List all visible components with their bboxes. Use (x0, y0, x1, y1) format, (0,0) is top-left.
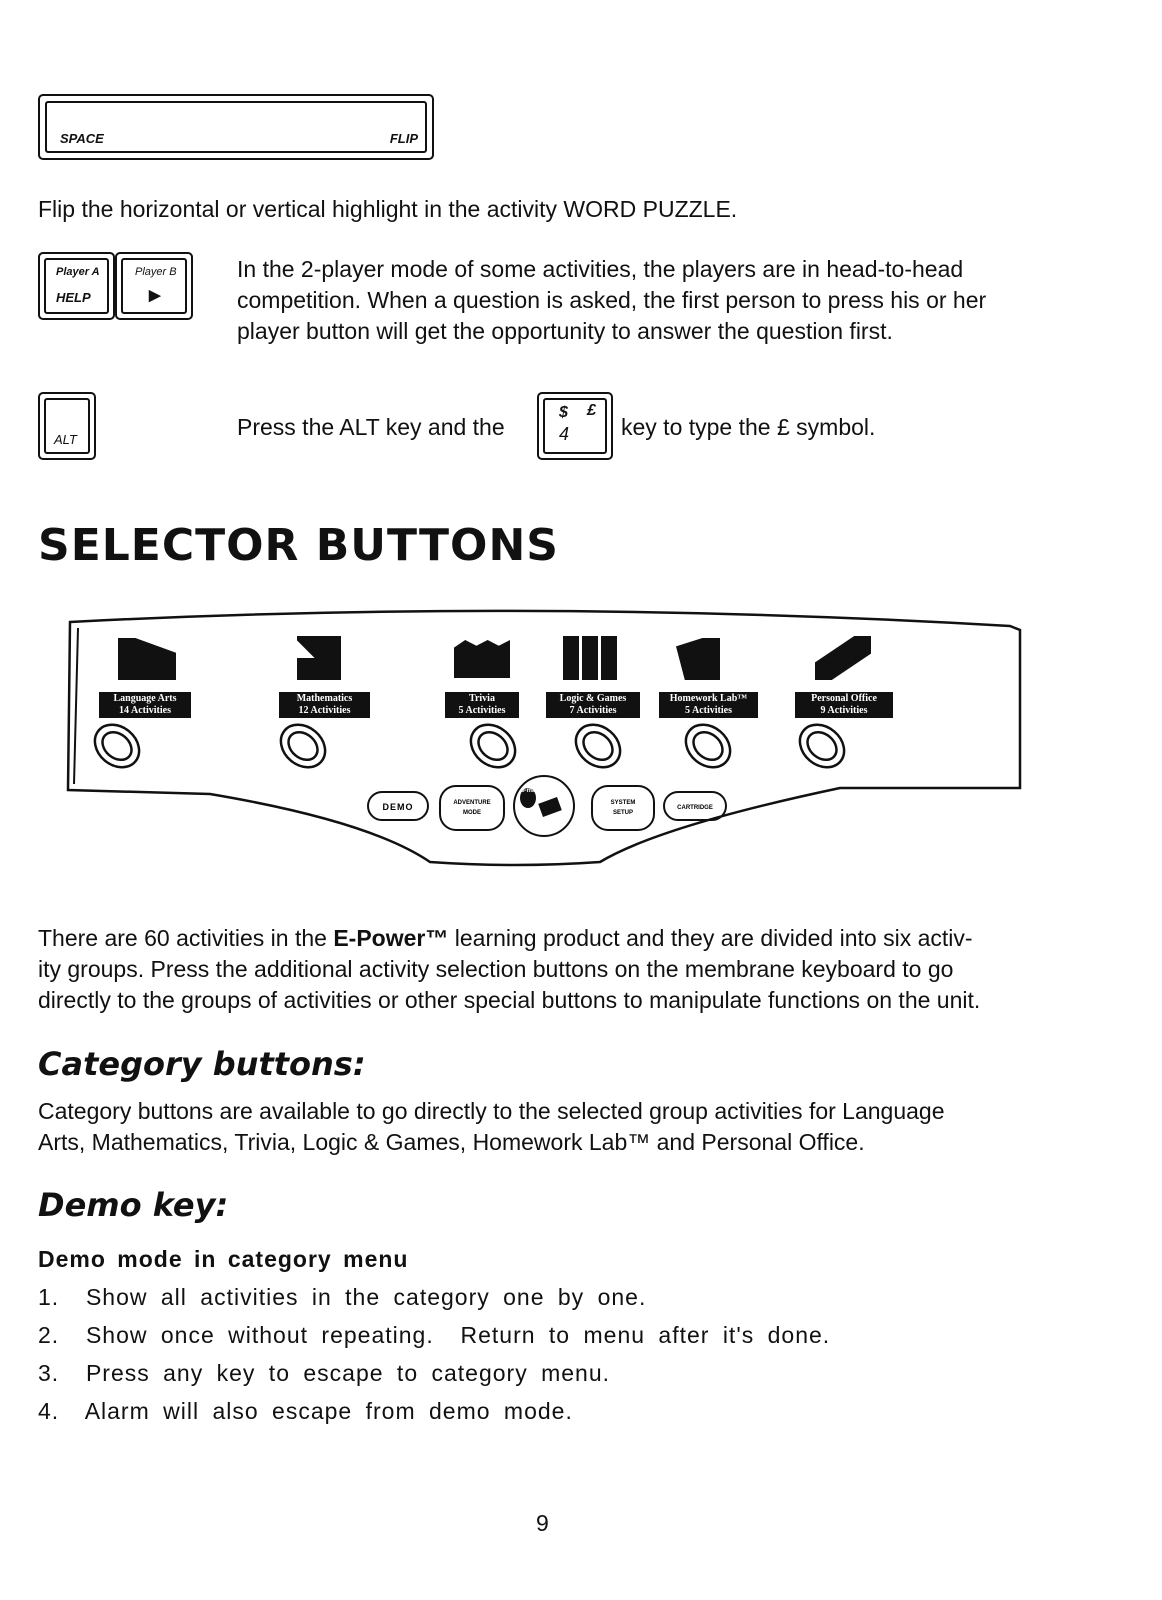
category-count: 9 Activities (820, 705, 868, 716)
player-a-bottom-label: HELP (56, 290, 91, 305)
brand-name: E-Power™ (333, 925, 449, 951)
player-description (237, 254, 986, 347)
player-a-key (38, 252, 115, 320)
category-label-language-arts (99, 692, 191, 718)
space-label: SPACE (60, 131, 104, 146)
setup-button-label: SETUP (612, 810, 634, 816)
category-text-line: Arts, Mathematics, Trivia, Logic & Games, Homework Lab™ and Personal Office. (38, 1129, 865, 1155)
alt-text-after: key to type the £ symbol. (621, 414, 876, 440)
category-heading: Category buttons: (38, 1045, 366, 1083)
intro-paragraph (38, 923, 1128, 1016)
alt-label: ALT (54, 432, 77, 447)
intro-line: ity groups. Press the additional activity selection buttons on the membrane keyboard to go (38, 956, 954, 982)
demo-list-item: 2. Show once without repeating. Return to menu after it's done. (38, 1322, 831, 1348)
flip-description: Flip the horizontal or vertical highlight in the activity WORD PUZZLE. (38, 196, 738, 222)
category-count: 7 Activities (569, 705, 617, 716)
demo-list-item: 3. Press any key to escape to category menu. (38, 1360, 611, 1386)
intro-text: learning product and they are divided into six activ- (448, 925, 973, 951)
mode-button-label: MODE (463, 810, 481, 816)
category-label-mathematics (279, 692, 370, 718)
page-number: 9 (536, 1510, 549, 1536)
player-text-line: competition. When a question is asked, the first person to press his or her (237, 287, 987, 313)
category-label-trivia (445, 692, 519, 718)
demo-heading: Demo key: (38, 1186, 229, 1224)
flip-label: FLIP (389, 131, 418, 146)
dollar-label: $ (559, 404, 568, 421)
logic-games-icon (563, 636, 619, 680)
currency-key (537, 392, 613, 460)
intro-line: directly to the groups of activities or other special buttons to manipulate functions on the unit. (38, 987, 981, 1013)
category-name: Language Arts (113, 693, 177, 704)
player-b-play-icon: ▶ (149, 287, 161, 304)
space-flip-key (38, 94, 434, 160)
alt-text-before: Press the ALT key and the (237, 414, 505, 440)
player-text-line: player button will get the opportunity to answer the question first. (237, 318, 893, 344)
digit-label: 4 (559, 424, 570, 444)
cartridge-button-label: CARTRIDGE (677, 805, 713, 811)
demo-list-item: 1. Show all activities in the category one by one. (38, 1284, 647, 1310)
category-text-line: Category buttons are available to go directly to the selected group activities for Language (38, 1098, 945, 1124)
email-button-label: e-mail (521, 788, 539, 794)
mathematics-icon (297, 636, 341, 680)
category-name: Logic & Games (559, 693, 627, 704)
player-b-top-label: Player B (135, 266, 177, 278)
alt-key (38, 392, 96, 460)
page-title: SELECTOR BUTTONS (38, 520, 559, 571)
demo-subheading: Demo mode in category menu (38, 1246, 409, 1272)
category-name: Trivia (469, 693, 495, 704)
category-name: Personal Office (811, 693, 877, 704)
player-text-line: In the 2-player mode of some activities, the players are in head-to-head (237, 256, 964, 282)
player-b-key (115, 252, 193, 320)
category-name: Homework Lab™ (669, 693, 748, 704)
category-count: 14 Activities (119, 705, 171, 716)
player-a-top-label: Player A (56, 266, 100, 278)
category-description (38, 1096, 945, 1158)
intro-text: There are 60 activities in the (38, 925, 334, 951)
membrane-keyboard-diagram (60, 606, 1030, 876)
adventure-button-label: ADVENTURE (453, 800, 491, 806)
pound-label: £ (587, 402, 596, 419)
category-button-ovals (86, 716, 852, 776)
category-label-homework-lab (659, 692, 758, 718)
category-count: 5 Activities (458, 705, 506, 716)
category-label-logic-games (546, 692, 640, 718)
intro-line (38, 923, 1128, 954)
demo-button-label: DEMO (382, 802, 414, 812)
system-button-label: SYSTEM (610, 800, 636, 806)
category-count: 5 Activities (685, 705, 732, 716)
demo-list-item: 4. Alarm will also escape from demo mode. (38, 1398, 573, 1424)
category-count: 12 Activities (298, 705, 351, 716)
trivia-icon (454, 640, 510, 678)
category-label-personal-office (795, 692, 893, 718)
category-name: Mathematics (296, 693, 353, 704)
